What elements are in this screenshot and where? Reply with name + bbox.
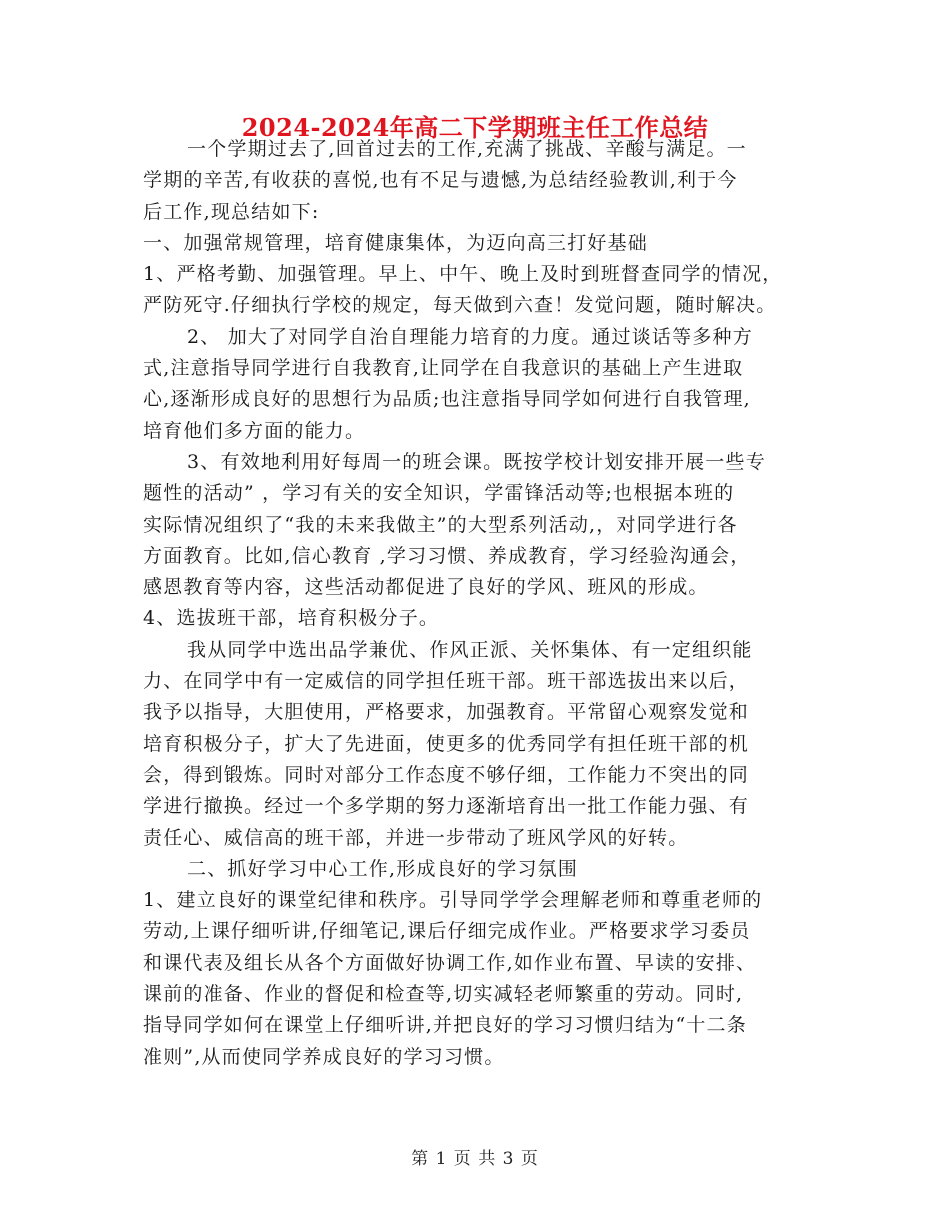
paragraph-line: 式,注意指导同学进行自我教育,让同学在自我意识的基础上产生进取 xyxy=(143,357,744,380)
paragraph-line: 2、 加大了对同学自治自理能力培育的力度。通过谈话等多种方 xyxy=(187,325,753,348)
paragraph-line: 责任心、威信高的班干部，并进一步带动了班风学风的好转。 xyxy=(143,826,689,849)
section-heading: 二、抓好学习中心工作,形成良好的学习氛围 xyxy=(187,857,579,880)
paragraph-line: 学期的辛苦,有收获的喜悦,也有不足与遗憾,为总结经验教训,利于今 xyxy=(143,169,738,192)
paragraph-line: 4、选拔班干部，培育积极分子。 xyxy=(143,607,440,630)
section-heading: 一、加强常规管理，培育健康集体，为迈向高三打好基础 xyxy=(143,231,649,254)
paragraph-line: 后工作,现总结如下: xyxy=(143,200,320,223)
paragraph-line: 会，得到锻炼。同时对部分工作态度不够仔细，工作能力不突出的同 xyxy=(143,763,750,786)
document-body xyxy=(143,134,823,1073)
paragraph-line: 1、严格考勤、加强管理。早上、中午、晚上及时到班督查同学的情况， xyxy=(143,263,783,286)
paragraph-line: 3、有效地利用好每周一的班会课。既按学校计划安排开展一些专 xyxy=(187,450,766,473)
paragraph-line: 培育积极分子，扩大了先进面，使更多的优秀同学有担任班干部的机 xyxy=(143,732,750,755)
paragraph-line: 培育他们多方面的能力。 xyxy=(143,419,366,442)
paragraph-line: 方面教育。比如,信心教育 ,学习习惯、养成教育，学习经验沟通会， xyxy=(143,544,751,567)
document-title: 2024-2024年高二下学期班主任工作总结 xyxy=(241,113,709,142)
paragraph-line: 1、建立良好的课堂纪律和秩序。引导同学学会理解老师和尊重老师的 xyxy=(143,889,763,912)
paragraph-line: 实际情况组织了“我的未来我做主”的大型系列活动,，对同学进行各 xyxy=(143,513,738,536)
paragraph-line: 课前的准备、作业的督促和检查等,切实减轻老师繁重的劳动。同时, xyxy=(143,983,744,1006)
paragraph-line: 学进行撤换。经过一个多学期的努力逐渐培育出一批工作能力强、有 xyxy=(143,795,750,818)
paragraph-line: 准则”,从而使同学养成良好的学习习惯。 xyxy=(143,1045,505,1068)
paragraph-line: 力、在同学中有一定威信的同学担任班干部。班干部选拔出来以后， xyxy=(143,670,750,693)
page-footer: 第 1 页 共 3 页 xyxy=(411,1149,539,1169)
paragraph-line: 我予以指导，大胆使用，严格要求，加强教育。平常留心观察发觉和 xyxy=(143,701,750,724)
paragraph-line: 题性的活动” ，学习有关的安全知识，学雷锋活动等;也根据本班的 xyxy=(143,482,735,505)
paragraph-line: 感恩教育等内容，这些活动都促进了良好的学风、班风的形成。 xyxy=(143,576,709,599)
paragraph-line: 一个学期过去了,回首过去的工作,充满了挑战、辛酸与满足。一 xyxy=(187,138,747,160)
paragraph-line: 劳动,上课仔细听讲,仔细笔记,课后仔细完成作业。严格要求学习委员 xyxy=(143,920,751,943)
paragraph-line: 心,逐渐形成良好的思想行为品质;也注意指导同学如何进行自我管理, xyxy=(143,388,751,411)
paragraph-line: 我从同学中选出品学兼优、作风正派、关怀集体、有一定组织能 xyxy=(187,638,753,661)
paragraph-line: 指导同学如何在课堂上仔细听讲,并把良好的学习习惯归结为“十二条 xyxy=(143,1014,747,1037)
paragraph-line: 和课代表及组长从各个方面做好协调工作,如作业布置、早读的安排、 xyxy=(143,951,757,974)
paragraph-line: 严防死守.仔细执行学校的规定，每天做到六查！发觉问题，随时解决。 xyxy=(143,294,777,317)
